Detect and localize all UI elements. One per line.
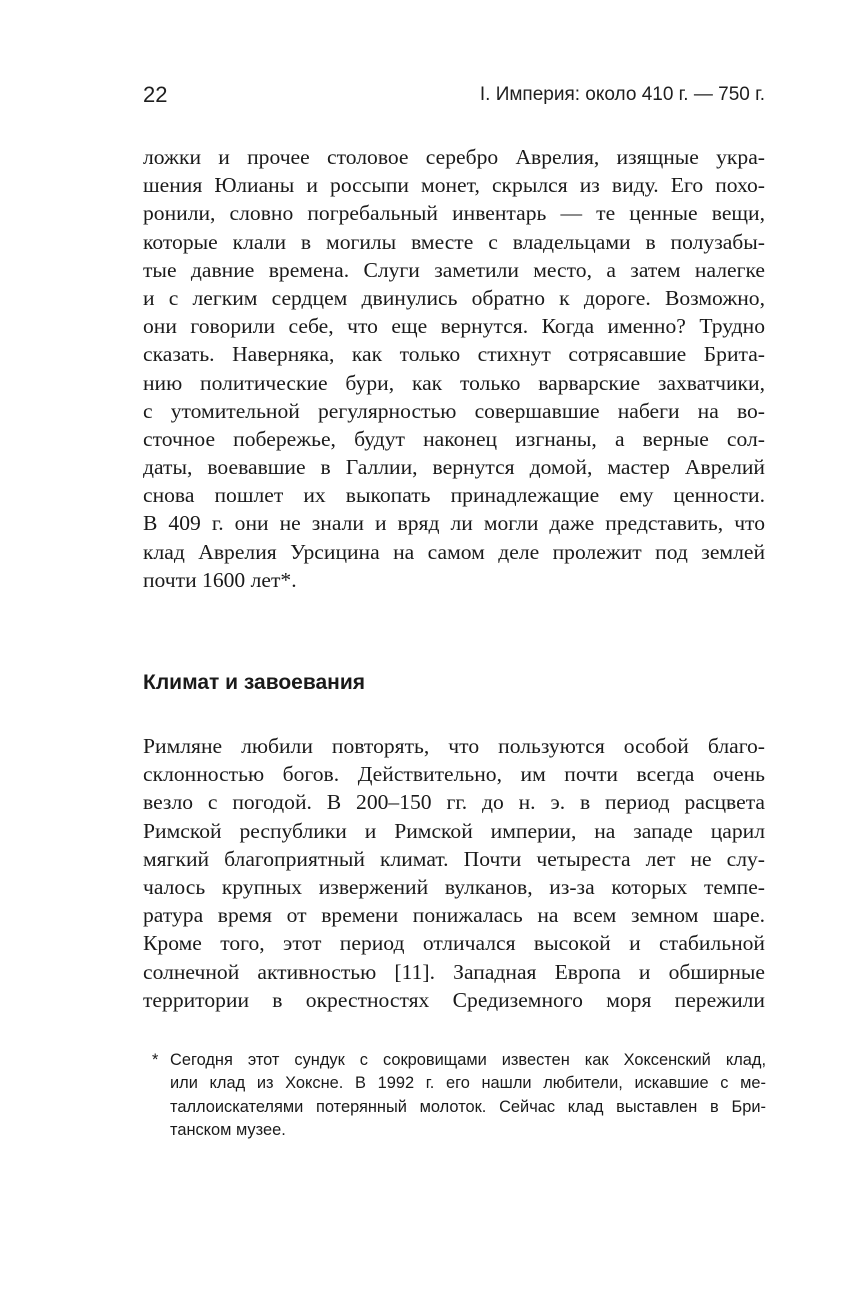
text-line: чалось крупных извержений вулканов, из-за которых темпе- [143, 874, 765, 899]
page-header [143, 82, 765, 116]
text-line: нию политические бури, как только варварские захватчики, [143, 370, 765, 395]
footnote-line: таллоискателями потерянный молоток. Сейчас клад выставлен в Бри- [170, 1097, 766, 1116]
text-line: мягкий благоприятный климат. Почти четыреста лет не слу- [143, 846, 765, 871]
paragraph-2 [143, 732, 765, 1014]
text-line: ронили, словно погребальный инвентарь — те ценные вещи, [143, 201, 765, 226]
text-line: почти 1600 лет*. [143, 567, 297, 592]
text-line: склонностью богов. Действительно, им почти всегда очень [143, 762, 765, 787]
text-line: солнечной активностью [11]. Западная Европа и обширные [143, 959, 765, 984]
page-number: 22 [143, 82, 168, 107]
paragraph-1 [143, 143, 765, 594]
text-line: В 409 г. они не знали и вряд ли могли даже представить, что [143, 511, 765, 536]
text-line: территории в окрестностях Средиземного моря пережили [143, 987, 765, 1012]
footnote-line: танском музее. [170, 1121, 286, 1140]
footnote-line: Сегодня этот сундук с сокровищами известен как Хоксенский клад, [170, 1051, 766, 1069]
running-head: I. Империя: около 410 г. — 750 г. [479, 84, 765, 105]
text-line: ратура время от времени понижалась на всем земном шаре. [143, 903, 765, 928]
footnote [152, 1049, 766, 1143]
text-line: сказать. Наверняка, как только стихнут сотрясавшие Брита- [143, 342, 765, 367]
text-line: тые давние времена. Слуги заметили место, а затем налегке [143, 257, 765, 282]
text-line: даты, воевавшие в Галлии, вернутся домой, мастер Аврелий [143, 455, 765, 480]
text-line: Римской республики и Римской империи, на западе царил [143, 818, 765, 843]
text-line: они говорили себе, что еще вернутся. Когда именно? Трудно [143, 314, 765, 339]
section-heading: Климат и завоевания [143, 671, 366, 694]
text-line: Римляне любили повторять, что пользуются особой благо- [143, 734, 765, 758]
text-line: шения Юлианы и россыпи монет, скрылся из виду. Его похо- [143, 173, 765, 198]
text-line: сточное побережье, будут наконец изгнаны, а верные сол- [143, 426, 765, 451]
text-line: и с легким сердцем двинулись обратно к дороге. Возможно, [143, 285, 765, 310]
text-line: с утомительной регулярностью совершавшие набеги на во- [143, 398, 765, 423]
text-line: снова пошлет их выкопать принадлежащие ему ценности. [143, 483, 765, 508]
text-line: Кроме того, этот период отличался высокой и стабильной [143, 931, 765, 956]
text-line: везло с погодой. В 200–150 гг. до н. э. в период расцвета [143, 790, 765, 815]
footnote-marker: * [152, 1051, 159, 1069]
text-line: которые клали в могилы вместе с владельцами в полузабы- [143, 229, 765, 254]
footnote-text [170, 1049, 766, 1143]
text-line: ложки и прочее столовое серебро Аврелия, изящные укра- [143, 145, 765, 169]
footnote-line: или клад из Хоксне. В 1992 г. его нашли любители, искавшие с ме- [170, 1074, 766, 1093]
text-line: клад Аврелия Урсицина на самом деле пролежит под землей [143, 539, 765, 564]
